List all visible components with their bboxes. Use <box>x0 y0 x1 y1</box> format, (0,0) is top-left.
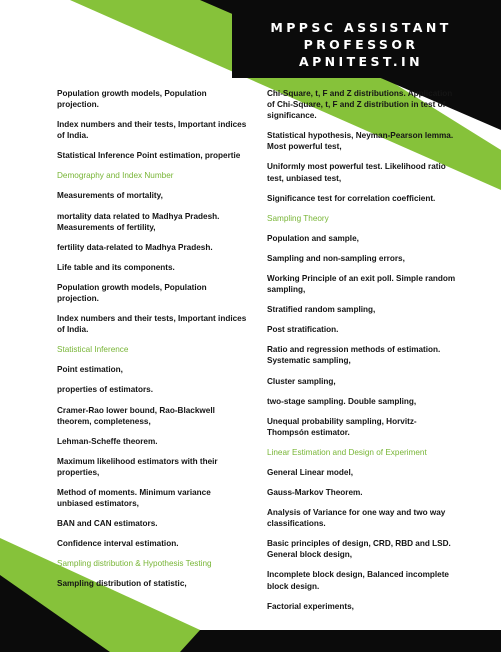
syllabus-item: Working Principle of an exit poll. Simple random sampling, <box>267 273 456 295</box>
syllabus-item: properties of estimators. <box>57 385 153 395</box>
syllabus-item: Cramer-Rao lower bound, Rao-Blackwell theorem, completeness, <box>57 405 215 426</box>
syllabus-item: Point estimation, <box>57 365 123 375</box>
header-line-3: APNITEST.IN <box>299 53 423 69</box>
syllabus-item: Statistical Inference Point estimation, propertie <box>57 151 241 161</box>
syllabus-item: Population growth models, Population projection. <box>57 282 207 304</box>
syllabus-item: Maximum likelihood estimators with their properties, <box>57 456 218 477</box>
syllabus-item: Method of moments. Minimum variance unbiased estimators, <box>57 487 211 509</box>
syllabus-item: Statistical hypothesis, Neyman-Pearson lemma. Most powerful test, <box>267 131 454 152</box>
left-column <box>57 88 247 598</box>
syllabus-item: two-stage sampling. Double sampling, <box>267 396 417 406</box>
syllabus-item: Gauss-Markov Theorem. <box>267 487 363 497</box>
bottom-right-dark-band <box>180 630 501 652</box>
syllabus-item: BAN and CAN estimators. <box>57 519 158 529</box>
right-column <box>267 88 457 621</box>
syllabus-item: Factorial experiments, <box>267 601 354 611</box>
syllabus-item: Population growth models, Population projection. <box>57 89 207 110</box>
syllabus-item: General Linear model, <box>267 467 353 477</box>
syllabus-item: Unequal probability sampling, Horvitz-Thompsón estimator. <box>267 416 417 437</box>
syllabus-item: Stratified random sampling, <box>267 305 376 315</box>
syllabus-item: Ratio and regression methods of estimation. Systematic sampling, <box>267 345 441 366</box>
syllabus-item: Basic principles of design, CRD, RBD and LSD. General block design, <box>267 539 451 560</box>
syllabus-item: Chi-Square, t, F and Z distributions. Application of Chi-Square, t, F and Z distribution in test of significance. <box>267 89 453 121</box>
syllabus-item: Cluster sampling, <box>267 376 336 386</box>
syllabus-item: Population and sample, <box>267 233 359 243</box>
header-line-2: PROFESSOR <box>303 36 419 52</box>
section-heading: Statistical Inference <box>57 345 129 355</box>
header-line-1: MPPSC ASSISTANT <box>270 19 452 35</box>
syllabus-item: Uniformly most powerful test. Likelihood ratio test, unbiased test, <box>267 162 446 183</box>
syllabus-item: Lehman-Scheffe theorem. <box>57 436 158 446</box>
syllabus-item: Index numbers and their tests, Important indices of India. <box>57 120 247 141</box>
header-banner <box>232 10 490 78</box>
syllabus-item: Sampling and non-sampling errors, <box>267 253 405 263</box>
syllabus-item: Life table and its components. <box>57 262 175 272</box>
syllabus-item: Analysis of Variance for one way and two way classifications. <box>267 508 446 529</box>
syllabus-item: Sampling distribution of statistic, <box>57 579 187 589</box>
syllabus-item: Post stratification. <box>267 325 339 335</box>
syllabus-item: fertility data-related to Madhya Pradesh. <box>57 242 213 252</box>
section-heading: Linear Estimation and Design of Experiment <box>267 447 427 457</box>
syllabus-item: Significance test for correlation coefficient. <box>267 193 436 203</box>
syllabus-item: Confidence interval estimation. <box>57 539 179 549</box>
section-heading: Sampling Theory <box>267 213 329 223</box>
syllabus-item: Index numbers and their tests, Important indices of India. <box>57 314 247 335</box>
section-heading: Sampling distribution & Hypothesis Testing <box>57 559 212 569</box>
section-heading: Demography and Index Number <box>57 171 174 181</box>
syllabus-item: Incomplete block design, Balanced incomplete block design. <box>267 570 449 591</box>
syllabus-item: Measurements of mortality, <box>57 191 163 201</box>
syllabus-item: mortality data related to Madhya Pradesh. Measurements of fertility, <box>57 211 220 232</box>
